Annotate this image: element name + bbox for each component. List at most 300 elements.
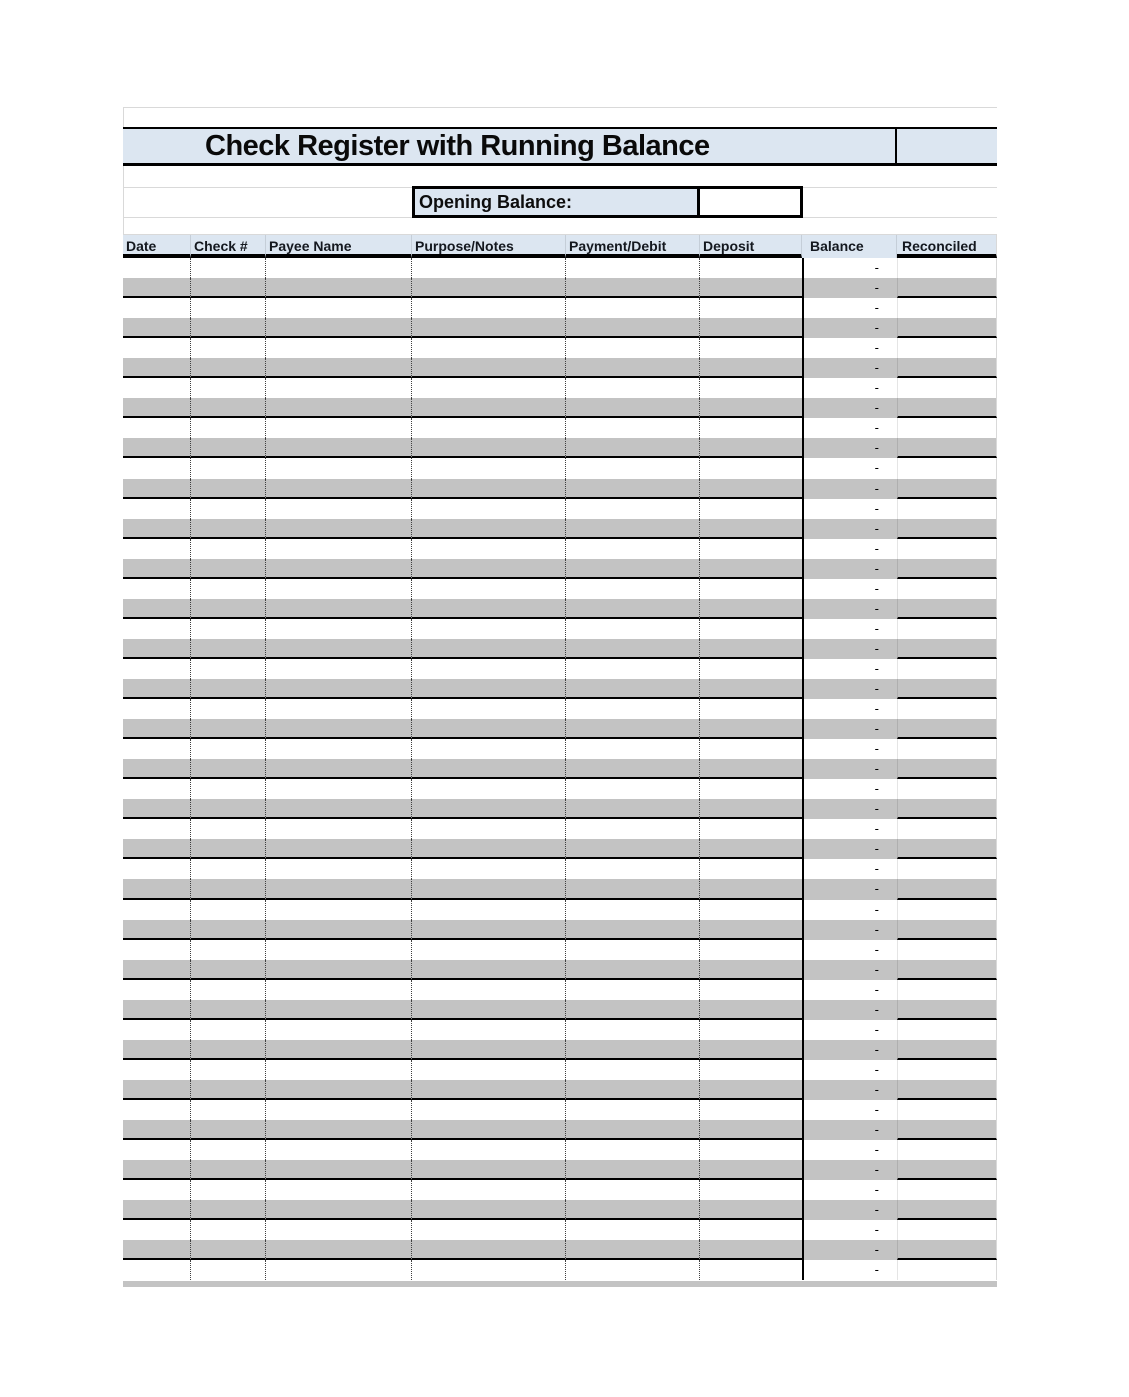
cell-purpose-notes[interactable] [412,318,566,338]
cell-deposit[interactable] [700,1100,802,1120]
cell-deposit[interactable] [700,258,802,278]
cell-purpose-notes[interactable] [412,1020,566,1040]
cell-purpose-notes[interactable] [412,1120,566,1140]
cell-date[interactable] [123,579,191,599]
cell-date[interactable] [123,819,191,839]
cell-purpose-notes[interactable] [412,499,566,519]
cell-reconciled[interactable] [897,619,997,639]
cell-check-number[interactable] [191,1020,266,1040]
cell-payment-debit[interactable] [566,579,700,599]
cell-payee-name[interactable] [266,1200,412,1220]
cell-check-number[interactable] [191,960,266,980]
cell-reconciled[interactable] [897,1000,997,1020]
cell-payee-name[interactable] [266,258,412,278]
cell-payment-debit[interactable] [566,1080,700,1100]
cell-reconciled[interactable] [897,559,997,579]
cell-check-number[interactable] [191,900,266,920]
cell-reconciled[interactable] [897,1160,997,1180]
cell-purpose-notes[interactable] [412,1220,566,1240]
cell-payment-debit[interactable] [566,1140,700,1160]
cell-deposit[interactable] [700,980,802,1000]
cell-payee-name[interactable] [266,378,412,398]
cell-payment-debit[interactable] [566,920,700,940]
cell-check-number[interactable] [191,940,266,960]
cell-date[interactable] [123,900,191,920]
cell-check-number[interactable] [191,1060,266,1080]
cell-deposit[interactable] [700,378,802,398]
cell-check-number[interactable] [191,258,266,278]
cell-reconciled[interactable] [897,639,997,659]
cell-payee-name[interactable] [266,579,412,599]
cell-balance[interactable]: - [802,358,897,378]
cell-balance[interactable]: - [802,418,897,438]
cell-reconciled[interactable] [897,599,997,619]
cell-payment-debit[interactable] [566,1180,700,1200]
cell-check-number[interactable] [191,438,266,458]
cell-deposit[interactable] [700,659,802,679]
cell-reconciled[interactable] [897,1080,997,1100]
cell-date[interactable] [123,1220,191,1240]
cell-deposit[interactable] [700,799,802,819]
cell-check-number[interactable] [191,1160,266,1180]
cell-check-number[interactable] [191,619,266,639]
cell-balance[interactable]: - [802,318,897,338]
cell-check-number[interactable] [191,1120,266,1140]
cell-payee-name[interactable] [266,619,412,639]
cell-reconciled[interactable] [897,819,997,839]
cell-purpose-notes[interactable] [412,859,566,879]
cell-balance[interactable]: - [802,1080,897,1100]
cell-purpose-notes[interactable] [412,819,566,839]
cell-balance[interactable]: - [802,378,897,398]
cell-deposit[interactable] [700,418,802,438]
cell-check-number[interactable] [191,839,266,859]
cell-date[interactable] [123,859,191,879]
cell-reconciled[interactable] [897,719,997,739]
cell-reconciled[interactable] [897,739,997,759]
cell-date[interactable] [123,980,191,1000]
cell-deposit[interactable] [700,278,802,298]
cell-reconciled[interactable] [897,1060,997,1080]
cell-reconciled[interactable] [897,1200,997,1220]
cell-reconciled[interactable] [897,1120,997,1140]
cell-payee-name[interactable] [266,900,412,920]
cell-date[interactable] [123,378,191,398]
cell-purpose-notes[interactable] [412,679,566,699]
cell-payment-debit[interactable] [566,839,700,859]
cell-payment-debit[interactable] [566,458,700,478]
cell-balance[interactable]: - [802,1000,897,1020]
cell-balance[interactable]: - [802,659,897,679]
cell-deposit[interactable] [700,639,802,659]
cell-balance[interactable]: - [802,1260,897,1280]
cell-date[interactable] [123,739,191,759]
cell-balance[interactable]: - [802,499,897,519]
cell-balance[interactable]: - [802,900,897,920]
cell-balance[interactable]: - [802,719,897,739]
cell-balance[interactable]: - [802,519,897,539]
cell-deposit[interactable] [700,1180,802,1200]
cell-date[interactable] [123,499,191,519]
cell-purpose-notes[interactable] [412,699,566,719]
cell-balance[interactable]: - [802,879,897,899]
cell-reconciled[interactable] [897,900,997,920]
cell-reconciled[interactable] [897,479,997,499]
cell-payee-name[interactable] [266,879,412,899]
cell-purpose-notes[interactable] [412,258,566,278]
cell-date[interactable] [123,1020,191,1040]
cell-check-number[interactable] [191,278,266,298]
cell-reconciled[interactable] [897,1040,997,1060]
cell-deposit[interactable] [700,559,802,579]
cell-deposit[interactable] [700,1140,802,1160]
cell-deposit[interactable] [700,739,802,759]
cell-deposit[interactable] [700,920,802,940]
cell-date[interactable] [123,539,191,559]
cell-purpose-notes[interactable] [412,278,566,298]
cell-deposit[interactable] [700,338,802,358]
cell-purpose-notes[interactable] [412,458,566,478]
cell-check-number[interactable] [191,659,266,679]
cell-payee-name[interactable] [266,739,412,759]
cell-check-number[interactable] [191,1200,266,1220]
cell-payment-debit[interactable] [566,519,700,539]
cell-deposit[interactable] [700,358,802,378]
cell-purpose-notes[interactable] [412,980,566,1000]
cell-payment-debit[interactable] [566,1060,700,1080]
cell-deposit[interactable] [700,298,802,318]
cell-payment-debit[interactable] [566,258,700,278]
cell-reconciled[interactable] [897,1020,997,1040]
cell-payment-debit[interactable] [566,1200,700,1220]
cell-balance[interactable]: - [802,579,897,599]
cell-balance[interactable]: - [802,559,897,579]
cell-deposit[interactable] [700,960,802,980]
cell-payee-name[interactable] [266,799,412,819]
cell-reconciled[interactable] [897,779,997,799]
cell-purpose-notes[interactable] [412,1200,566,1220]
cell-balance[interactable]: - [802,1100,897,1120]
cell-payment-debit[interactable] [566,879,700,899]
cell-deposit[interactable] [700,318,802,338]
cell-date[interactable] [123,759,191,779]
cell-purpose-notes[interactable] [412,659,566,679]
cell-check-number[interactable] [191,358,266,378]
cell-reconciled[interactable] [897,378,997,398]
cell-payment-debit[interactable] [566,479,700,499]
cell-payee-name[interactable] [266,819,412,839]
cell-check-number[interactable] [191,338,266,358]
cell-purpose-notes[interactable] [412,559,566,579]
cell-balance[interactable]: - [802,479,897,499]
cell-payment-debit[interactable] [566,1100,700,1120]
cell-check-number[interactable] [191,1100,266,1120]
cell-deposit[interactable] [700,619,802,639]
cell-date[interactable] [123,519,191,539]
cell-payment-debit[interactable] [566,338,700,358]
cell-reconciled[interactable] [897,418,997,438]
cell-payment-debit[interactable] [566,298,700,318]
cell-check-number[interactable] [191,920,266,940]
cell-date[interactable] [123,298,191,318]
cell-payment-debit[interactable] [566,1220,700,1240]
cell-deposit[interactable] [700,1020,802,1040]
cell-check-number[interactable] [191,1180,266,1200]
cell-reconciled[interactable] [897,859,997,879]
cell-check-number[interactable] [191,1080,266,1100]
cell-reconciled[interactable] [897,960,997,980]
cell-payee-name[interactable] [266,1040,412,1060]
cell-date[interactable] [123,1120,191,1140]
cell-deposit[interactable] [700,1120,802,1140]
cell-balance[interactable]: - [802,839,897,859]
cell-payee-name[interactable] [266,980,412,1000]
cell-reconciled[interactable] [897,358,997,378]
cell-balance[interactable]: - [802,859,897,879]
cell-date[interactable] [123,920,191,940]
cell-purpose-notes[interactable] [412,338,566,358]
cell-date[interactable] [123,338,191,358]
cell-balance[interactable]: - [802,639,897,659]
cell-balance[interactable]: - [802,759,897,779]
cell-check-number[interactable] [191,1260,266,1280]
cell-check-number[interactable] [191,859,266,879]
cell-payee-name[interactable] [266,519,412,539]
cell-date[interactable] [123,1260,191,1280]
cell-date[interactable] [123,779,191,799]
cell-payee-name[interactable] [266,298,412,318]
cell-purpose-notes[interactable] [412,438,566,458]
cell-payee-name[interactable] [266,1000,412,1020]
cell-balance[interactable]: - [802,940,897,960]
cell-balance[interactable]: - [802,699,897,719]
cell-date[interactable] [123,479,191,499]
cell-reconciled[interactable] [897,679,997,699]
cell-check-number[interactable] [191,1220,266,1240]
cell-reconciled[interactable] [897,940,997,960]
cell-deposit[interactable] [700,759,802,779]
cell-balance[interactable]: - [802,1220,897,1240]
cell-payment-debit[interactable] [566,699,700,719]
cell-payee-name[interactable] [266,759,412,779]
cell-payee-name[interactable] [266,1240,412,1260]
cell-check-number[interactable] [191,879,266,899]
cell-date[interactable] [123,619,191,639]
cell-payee-name[interactable] [266,719,412,739]
cell-deposit[interactable] [700,579,802,599]
cell-purpose-notes[interactable] [412,1080,566,1100]
cell-purpose-notes[interactable] [412,539,566,559]
cell-deposit[interactable] [700,679,802,699]
cell-purpose-notes[interactable] [412,920,566,940]
cell-purpose-notes[interactable] [412,639,566,659]
cell-reconciled[interactable] [897,839,997,859]
cell-deposit[interactable] [700,1080,802,1100]
cell-balance[interactable]: - [802,258,897,278]
cell-purpose-notes[interactable] [412,398,566,418]
cell-check-number[interactable] [191,458,266,478]
cell-payee-name[interactable] [266,1020,412,1040]
cell-payee-name[interactable] [266,1140,412,1160]
cell-date[interactable] [123,318,191,338]
cell-deposit[interactable] [700,819,802,839]
cell-balance[interactable]: - [802,338,897,358]
cell-payee-name[interactable] [266,1100,412,1120]
cell-deposit[interactable] [700,1160,802,1180]
cell-date[interactable] [123,799,191,819]
cell-deposit[interactable] [700,900,802,920]
cell-payee-name[interactable] [266,920,412,940]
cell-payment-debit[interactable] [566,318,700,338]
cell-reconciled[interactable] [897,499,997,519]
cell-balance[interactable]: - [802,1180,897,1200]
cell-balance[interactable]: - [802,1040,897,1060]
cell-balance[interactable]: - [802,278,897,298]
cell-payee-name[interactable] [266,859,412,879]
cell-check-number[interactable] [191,318,266,338]
cell-purpose-notes[interactable] [412,519,566,539]
cell-deposit[interactable] [700,1040,802,1060]
cell-payee-name[interactable] [266,1180,412,1200]
cell-reconciled[interactable] [897,1100,997,1120]
cell-deposit[interactable] [700,779,802,799]
cell-balance[interactable]: - [802,458,897,478]
cell-date[interactable] [123,679,191,699]
cell-check-number[interactable] [191,639,266,659]
cell-payment-debit[interactable] [566,900,700,920]
cell-payment-debit[interactable] [566,398,700,418]
cell-date[interactable] [123,1180,191,1200]
cell-deposit[interactable] [700,499,802,519]
cell-balance[interactable]: - [802,619,897,639]
cell-payment-debit[interactable] [566,418,700,438]
cell-balance[interactable]: - [802,1160,897,1180]
cell-payment-debit[interactable] [566,278,700,298]
cell-check-number[interactable] [191,559,266,579]
cell-deposit[interactable] [700,539,802,559]
cell-payee-name[interactable] [266,559,412,579]
opening-balance-input-cell[interactable] [700,189,800,215]
cell-payment-debit[interactable] [566,1160,700,1180]
cell-purpose-notes[interactable] [412,1040,566,1060]
cell-deposit[interactable] [700,1240,802,1260]
cell-purpose-notes[interactable] [412,879,566,899]
cell-payee-name[interactable] [266,458,412,478]
cell-payment-debit[interactable] [566,759,700,779]
cell-deposit[interactable] [700,1220,802,1240]
cell-deposit[interactable] [700,458,802,478]
cell-payee-name[interactable] [266,1060,412,1080]
cell-payee-name[interactable] [266,499,412,519]
cell-payee-name[interactable] [266,479,412,499]
cell-balance[interactable]: - [802,920,897,940]
cell-payee-name[interactable] [266,1080,412,1100]
cell-date[interactable] [123,1040,191,1060]
cell-payment-debit[interactable] [566,960,700,980]
cell-payment-debit[interactable] [566,1260,700,1280]
cell-purpose-notes[interactable] [412,579,566,599]
cell-payee-name[interactable] [266,398,412,418]
cell-purpose-notes[interactable] [412,1140,566,1160]
cell-payee-name[interactable] [266,639,412,659]
cell-purpose-notes[interactable] [412,358,566,378]
cell-payment-debit[interactable] [566,819,700,839]
cell-check-number[interactable] [191,739,266,759]
cell-check-number[interactable] [191,579,266,599]
cell-deposit[interactable] [700,699,802,719]
cell-reconciled[interactable] [897,278,997,298]
cell-purpose-notes[interactable] [412,839,566,859]
cell-balance[interactable]: - [802,799,897,819]
cell-date[interactable] [123,940,191,960]
cell-check-number[interactable] [191,298,266,318]
cell-payee-name[interactable] [266,1260,412,1280]
cell-check-number[interactable] [191,398,266,418]
cell-payee-name[interactable] [266,779,412,799]
cell-date[interactable] [123,458,191,478]
cell-reconciled[interactable] [897,659,997,679]
cell-payment-debit[interactable] [566,940,700,960]
cell-check-number[interactable] [191,599,266,619]
cell-check-number[interactable] [191,519,266,539]
cell-reconciled[interactable] [897,1180,997,1200]
cell-payee-name[interactable] [266,1220,412,1240]
cell-deposit[interactable] [700,1260,802,1280]
cell-date[interactable] [123,438,191,458]
cell-check-number[interactable] [191,1040,266,1060]
cell-reconciled[interactable] [897,980,997,1000]
cell-reconciled[interactable] [897,438,997,458]
cell-check-number[interactable] [191,819,266,839]
cell-check-number[interactable] [191,418,266,438]
cell-balance[interactable]: - [802,980,897,1000]
cell-payment-debit[interactable] [566,438,700,458]
cell-payee-name[interactable] [266,539,412,559]
cell-balance[interactable]: - [802,1240,897,1260]
cell-balance[interactable]: - [802,1020,897,1040]
cell-date[interactable] [123,1080,191,1100]
cell-balance[interactable]: - [802,739,897,759]
cell-reconciled[interactable] [897,699,997,719]
cell-deposit[interactable] [700,1200,802,1220]
cell-payment-debit[interactable] [566,499,700,519]
cell-balance[interactable]: - [802,1120,897,1140]
cell-date[interactable] [123,599,191,619]
cell-check-number[interactable] [191,799,266,819]
cell-payment-debit[interactable] [566,619,700,639]
cell-check-number[interactable] [191,1000,266,1020]
cell-balance[interactable]: - [802,398,897,418]
cell-payment-debit[interactable] [566,1040,700,1060]
cell-deposit[interactable] [700,1000,802,1020]
cell-payment-debit[interactable] [566,1120,700,1140]
cell-balance[interactable]: - [802,438,897,458]
cell-deposit[interactable] [700,1060,802,1080]
cell-purpose-notes[interactable] [412,1000,566,1020]
cell-purpose-notes[interactable] [412,1260,566,1280]
cell-balance[interactable]: - [802,779,897,799]
cell-date[interactable] [123,1240,191,1260]
cell-payee-name[interactable] [266,940,412,960]
cell-check-number[interactable] [191,759,266,779]
cell-payment-debit[interactable] [566,679,700,699]
cell-check-number[interactable] [191,479,266,499]
cell-date[interactable] [123,1060,191,1080]
cell-deposit[interactable] [700,519,802,539]
cell-check-number[interactable] [191,719,266,739]
cell-balance[interactable]: - [802,1140,897,1160]
cell-date[interactable] [123,398,191,418]
